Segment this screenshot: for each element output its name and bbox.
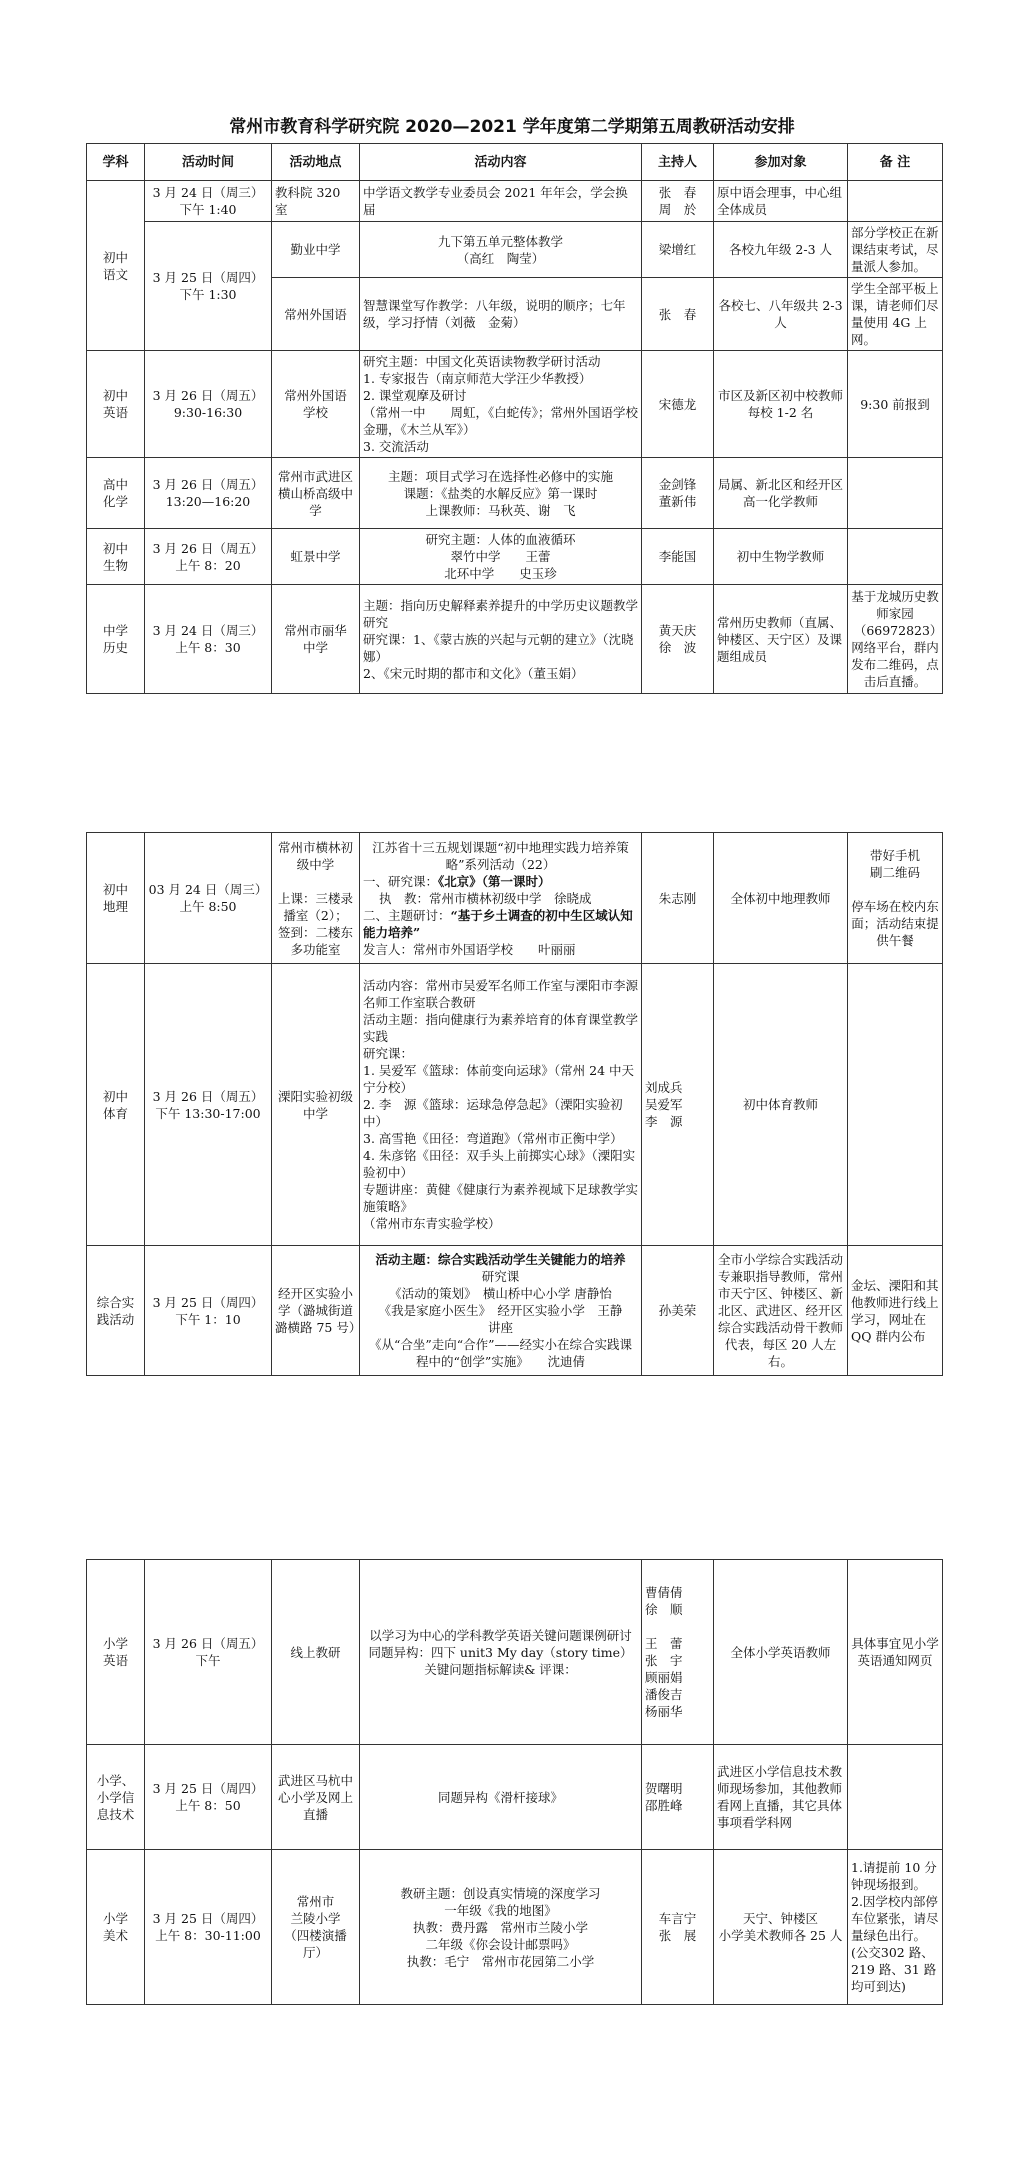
- table-row: [87, 458, 943, 529]
- content-line: [363, 907, 638, 941]
- target-cell: 局属、新北区和经开区高一化学教师: [714, 458, 848, 529]
- content-cell: 同题异构《滑杆接球》: [360, 1745, 642, 1850]
- content-line: 执 教：常州市横林初级中学 徐晓成: [379, 890, 592, 906]
- place-cell: 常州外国语: [272, 278, 360, 351]
- note-cell: 基于龙城历史教师家园（66972823）网络平台，群内发布二维码，点击后直播。: [848, 585, 943, 694]
- place-cell: 武进区马杭中心小学及网上直播: [272, 1745, 360, 1850]
- time-cell: 3 月 25 日（周四） 下午 1：10: [145, 1246, 272, 1376]
- time-cell: 03 月 24 日（周三） 上午 8:50: [145, 833, 272, 964]
- table-row: [87, 585, 943, 694]
- target-cell: 初中生物学教师: [714, 529, 848, 585]
- content-cell: 主题：指向历史解释素养提升的中学历史议题教学研究 研究课：1、《蒙古族的兴起与元朝的建立》（沈晓娜） 2、《宋元时期的都市和文化》（董玉娟）: [360, 585, 642, 694]
- place-cell: 常州市 兰陵小学 （四楼演播厅）: [272, 1850, 360, 2005]
- schedule-table-1: [86, 143, 943, 694]
- content-cell: 以学习为中心的学科教学英语关键问题课例研讨 同题异构：四下 unit3 My day（story time） 关键问题指标解读& 评课：: [360, 1560, 642, 1745]
- target-cell: 常州历史教师（直属、钟楼区、天宁区）及课题组成员: [714, 585, 848, 694]
- schedule-table-2: [86, 832, 943, 1376]
- time-cell: 3 月 26 日（周五） 上午 8：20: [145, 529, 272, 585]
- subject-cell: 高中 化学: [87, 458, 145, 529]
- content-cell: 研究主题：中国文化英语读物教学研讨活动 1. 专家报告（南京师范大学汪少华教授） 2. 课堂观摩及研讨 （常州一中 周虹，《白蛇传》；常州外国语学校 金珊，《木兰从军》） 3. 交流活动: [360, 351, 642, 458]
- place-cell: 常州市丽华 中学: [272, 585, 360, 694]
- note-cell: [848, 964, 943, 1246]
- table-row: [87, 181, 943, 222]
- host-cell: 朱志刚: [642, 833, 714, 964]
- note-cell: [848, 458, 943, 529]
- subject-cell: 初中 英语: [87, 351, 145, 458]
- header-target: 参加对象: [714, 144, 848, 181]
- time-cell: 3 月 26 日（周五） 下午: [145, 1560, 272, 1745]
- place-cell: 溧阳实验初级中学: [272, 964, 360, 1246]
- subject-cell: 小学 英语: [87, 1560, 145, 1745]
- place-cell: 教科院 320 室: [272, 181, 360, 222]
- content-bold: “基于乡土调查的初中生区域认知能力培养”: [363, 907, 633, 940]
- header-host: 主持人: [642, 144, 714, 181]
- target-cell: 市区及新区初中校教师每校 1-2 名: [714, 351, 848, 458]
- target-cell: 全体初中地理教师: [714, 833, 848, 964]
- host-cell: 梁增红: [642, 222, 714, 278]
- header-content: 活动内容: [360, 144, 642, 181]
- host-cell: 张 春: [642, 278, 714, 351]
- host-cell: 曹倩倩 徐 顺 王 蕾 张 宇 顾丽娟 潘俊吉 杨丽华: [642, 1560, 714, 1745]
- note-cell: 9:30 前报到: [848, 351, 943, 458]
- host-cell: 张 春 周 於: [642, 181, 714, 222]
- time-cell: 3 月 25 日（周四） 上午 8：50: [145, 1745, 272, 1850]
- target-cell: 全市小学综合实践活动专兼职指导教师，常州市天宁区、钟楼区、新北区、武进区、经开区综合实践活动骨干教师代表，每区 20 人左右。: [714, 1246, 848, 1376]
- table-row: [87, 964, 943, 1246]
- subject-cell: 小学、 小学信 息技术: [87, 1745, 145, 1850]
- content-label: 二、主题研讨：: [363, 907, 451, 923]
- host-cell: 金剑锋 董新伟: [642, 458, 714, 529]
- note-cell: [848, 1745, 943, 1850]
- content-line: 江苏省十三五规划课题“初中地理实践力培养策略”系列活动（22）: [372, 839, 629, 872]
- header-row: [87, 144, 943, 181]
- target-cell: 各校七、八年级共 2-3 人: [714, 278, 848, 351]
- content-line: [363, 873, 638, 890]
- content-label: 一、研究课：: [363, 873, 439, 889]
- host-cell: 孙美荣: [642, 1246, 714, 1376]
- header-subject: 学科: [87, 144, 145, 181]
- note-cell: 1.请提前 10 分钟现场报到。 2.因学校内部停车位紧张，请尽量绿色出行。(公交302 路、219 路、31 路均可到达): [848, 1850, 943, 2005]
- note-cell: 具体事宜见小学英语通知网页: [848, 1560, 943, 1745]
- subject-cell: 小学 美术: [87, 1850, 145, 2005]
- content-cell: 教研主题：创设真实情境的深度学习 一年级《我的地图》 执教：费丹露 常州市兰陵小学 二年级《你会设计邮票吗》 执教：毛宁 常州市花园第二小学: [360, 1850, 642, 2005]
- place-cell: 常州外国语 学校: [272, 351, 360, 458]
- table-row: [87, 1850, 943, 2005]
- place-cell: 勤业中学: [272, 222, 360, 278]
- table-row: [87, 833, 943, 964]
- target-cell: 天宁、钟楼区 小学美术教师各 25 人: [714, 1850, 848, 2005]
- table-row: [87, 1246, 943, 1376]
- header-time: 活动时间: [145, 144, 272, 181]
- time-cell: 3 月 25 日（周四） 上午 8：30-11:00: [145, 1850, 272, 2005]
- table-row: [87, 529, 943, 585]
- content-cell: 活动内容：常州市吴爱军名师工作室与溧阳市李源名师工作室联合教研 活动主题：指向健康行为素养培育的体育课堂教学实践 研究课： 1. 吴爱军《篮球：体前变向运球》（常州 24 中天宁分校） 2. 李 源《篮球：运球急停急起》（溧阳实验初中） 3. 高雪艳《田径：弯道跑》（常州市正衡中学） 4. 朱彦铭《田径：双手头上前掷实心球》（溧阳实验初中） 专题讲座：黄健《健康行为素养视域下足球教学实施策略》 （常州市东青实验学校）: [360, 964, 642, 1246]
- subject-cell: 初中 地理: [87, 833, 145, 964]
- target-cell: 全体小学英语教师: [714, 1560, 848, 1745]
- place-cell: 常州市武进区横山桥高级中学: [272, 458, 360, 529]
- time-cell: 3 月 26 日（周五） 13:20—16:20: [145, 458, 272, 529]
- table-row: [87, 222, 943, 278]
- note-cell: 部分学校正在新课结束考试，尽量派人参加。: [848, 222, 943, 278]
- note-cell: 带好手机 刷二维码 停车场在校内东面；活动结束提供午餐: [848, 833, 943, 964]
- subject-cell: 初中 体育: [87, 964, 145, 1246]
- subject-cell: 初中 语文: [87, 181, 145, 351]
- target-cell: 初中体育教师: [714, 964, 848, 1246]
- host-cell: 宋德龙: [642, 351, 714, 458]
- target-cell: 武进区小学信息技术教师现场参加，其他教师看网上直播，其它具体事项看学科网: [714, 1745, 848, 1850]
- content-cell: [360, 833, 642, 964]
- host-cell: 黄天庆 徐 波: [642, 585, 714, 694]
- content-line: 研究课 《活动的策划》 横山桥中心小学 唐静怡 《我是家庭小医生》 经开区实验小学 王静 讲座 《从“合坐”走向“合作”——经实小在综合实践课程中的“创学”实施》 沈迪倩: [368, 1269, 633, 1369]
- content-line: 发言人：常州市外国语学校 叶丽丽: [363, 941, 576, 957]
- place-cell: 虹景中学: [272, 529, 360, 585]
- page-title: 常州市教育科学研究院 2020—2021 学年度第二学期第五周教研活动安排: [229, 117, 795, 137]
- schedule-table-3: [86, 1559, 943, 2005]
- host-cell: 贺曙明 邵胜峰: [642, 1745, 714, 1850]
- place-cell: 线上教研: [272, 1560, 360, 1745]
- content-cell: 研究主题：人体的血液循环 翠竹中学 王蕾 北环中学 史玉珍: [360, 529, 642, 585]
- content-line: 活动主题：综合实践活动学生关键能力的培养: [375, 1252, 626, 1267]
- header-note: 备 注: [848, 144, 943, 181]
- time-cell: 3 月 26 日（周五） 9:30-16:30: [145, 351, 272, 458]
- subject-cell: 综合实 践活动: [87, 1246, 145, 1376]
- subject-cell: 初中 生物: [87, 529, 145, 585]
- time-cell: 3 月 26 日（周五） 下午 13:30-17:00: [145, 964, 272, 1246]
- content-cell: [360, 1246, 642, 1376]
- content-bold: 《北京》（第一课时）: [438, 873, 551, 889]
- content-cell: 中学语文教学专业委员会 2021 年年会，学会换届: [360, 181, 642, 222]
- time-cell: 3 月 24 日（周三） 下午 1:40: [145, 181, 272, 222]
- content-cell: 九下第五单元整体教学 （高红 陶莹）: [360, 222, 642, 278]
- note-cell: [848, 529, 943, 585]
- host-cell: 车言宁 张 展: [642, 1850, 714, 2005]
- host-cell: 刘成兵 吴爱军 李 源: [642, 964, 714, 1246]
- note-cell: 学生全部平板上课，请老师们尽量使用 4G 上网。: [848, 278, 943, 351]
- place-cell: 经开区实验小学（潞城街道潞横路 75 号）: [272, 1246, 360, 1376]
- note-cell: 金坛、溧阳和其他教师进行线上学习，网址在 QQ 群内公布: [848, 1246, 943, 1376]
- note-cell: [848, 181, 943, 222]
- target-cell: 各校九年级 2-3 人: [714, 222, 848, 278]
- time-cell: 3 月 25 日（周四） 下午 1:30: [145, 222, 272, 351]
- content-cell: 智慧课堂写作教学：八年级，说明的顺序；七年级，学习抒情（刘薇 金菊）: [360, 278, 642, 351]
- header-place: 活动地点: [272, 144, 360, 181]
- place-cell: 常州市横林初级中学 上课：三楼录播室（2）； 签到：二楼东多功能室: [272, 833, 360, 964]
- subject-cell: 中学 历史: [87, 585, 145, 694]
- table-row: [87, 351, 943, 458]
- host-cell: 李能国: [642, 529, 714, 585]
- table-row: [87, 1560, 943, 1745]
- table-row: [87, 1745, 943, 1850]
- time-cell: 3 月 24 日（周三） 上午 8：30: [145, 585, 272, 694]
- content-cell: 主题：项目式学习在选择性必修中的实施 课题：《盐类的水解反应》第一课时 上课教师：马秋英、谢 飞: [360, 458, 642, 529]
- target-cell: 原中语会理事，中心组全体成员: [714, 181, 848, 222]
